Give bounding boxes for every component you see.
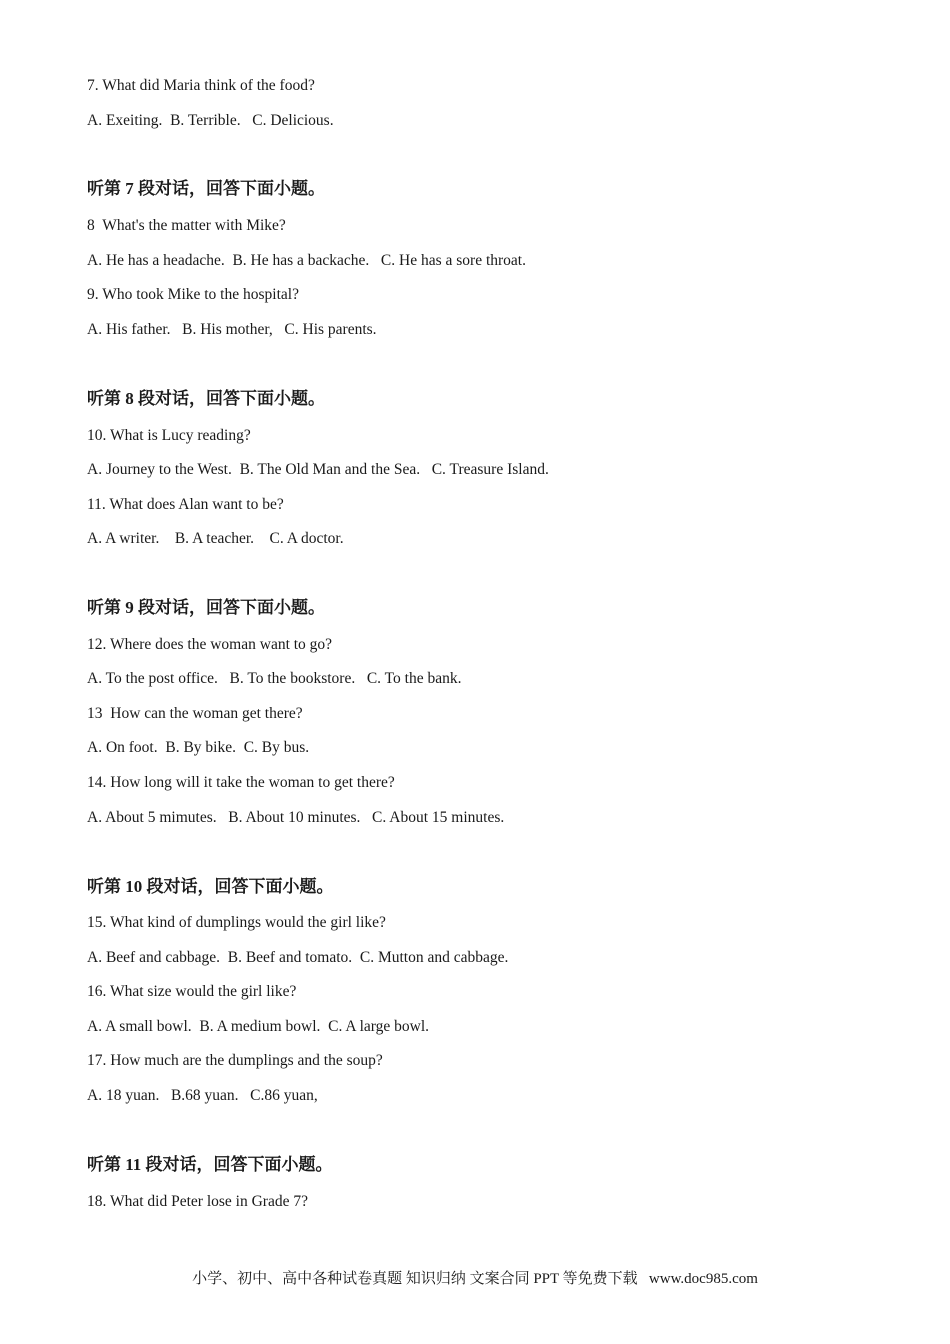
- section-heading-10: 听第 10 段对话，回答下面小题。: [87, 877, 334, 896]
- question-17: 17. How much are the dumplings and the soup?: [87, 1052, 383, 1069]
- question-11: 11. What does Alan want to be?: [87, 496, 284, 513]
- page-footer: 小学、初中、高中各种试卷真题 知识归纳 文案合同 PPT 等免费下载 www.doc985.com: [192, 1271, 758, 1287]
- question-17-options: A. 18 yuan. B.68 yuan. C.86 yuan,: [87, 1087, 318, 1104]
- section-heading-9: 听第 9 段对话，回答下面小题。: [87, 598, 325, 617]
- section-heading-7: 听第 7 段对话，回答下面小题。: [87, 179, 325, 198]
- question-10: 10. What is Lucy reading?: [87, 427, 251, 444]
- question-14-options: A. About 5 mimutes. B. About 10 minutes. C. About 15 minutes.: [87, 809, 505, 826]
- question-8: 8 What's the matter with Mike?: [87, 217, 286, 234]
- question-13-options: A. On foot. B. By bike. C. By bus.: [87, 739, 310, 756]
- question-12-options: A. To the post office. B. To the bookstore. C. To the bank.: [87, 670, 462, 687]
- section-heading-8: 听第 8 段对话，回答下面小题。: [87, 389, 325, 408]
- question-7-options: A. Exeiting. B. Terrible. C. Delicious.: [87, 112, 334, 129]
- question-15: 15. What kind of dumplings would the girl like?: [87, 914, 386, 931]
- question-7: 7. What did Maria think of the food?: [87, 77, 315, 94]
- question-14: 14. How long will it take the woman to get there?: [87, 774, 395, 791]
- question-9-options: A. His father. B. His mother, C. His parents.: [87, 321, 377, 338]
- question-8-options: A. He has a headache. B. He has a backache. C. He has a sore throat.: [87, 252, 526, 269]
- question-16: 16. What size would the girl like?: [87, 983, 297, 1000]
- section-heading-11: 听第 11 段对话，回答下面小题。: [87, 1155, 333, 1174]
- question-12: 12. Where does the woman want to go?: [87, 636, 333, 653]
- question-16-options: A. A small bowl. B. A medium bowl. C. A large bowl.: [87, 1018, 430, 1035]
- question-10-options: A. Journey to the West. B. The Old Man and the Sea. C. Treasure Island.: [87, 461, 549, 478]
- question-11-options: A. A writer. B. A teacher. C. A doctor.: [87, 530, 344, 547]
- question-18: 18. What did Peter lose in Grade 7?: [87, 1193, 308, 1210]
- question-13: 13 How can the woman get there?: [87, 705, 303, 722]
- question-15-options: A. Beef and cabbage. B. Beef and tomato. C. Mutton and cabbage.: [87, 949, 509, 966]
- question-9: 9. Who took Mike to the hospital?: [87, 286, 299, 303]
